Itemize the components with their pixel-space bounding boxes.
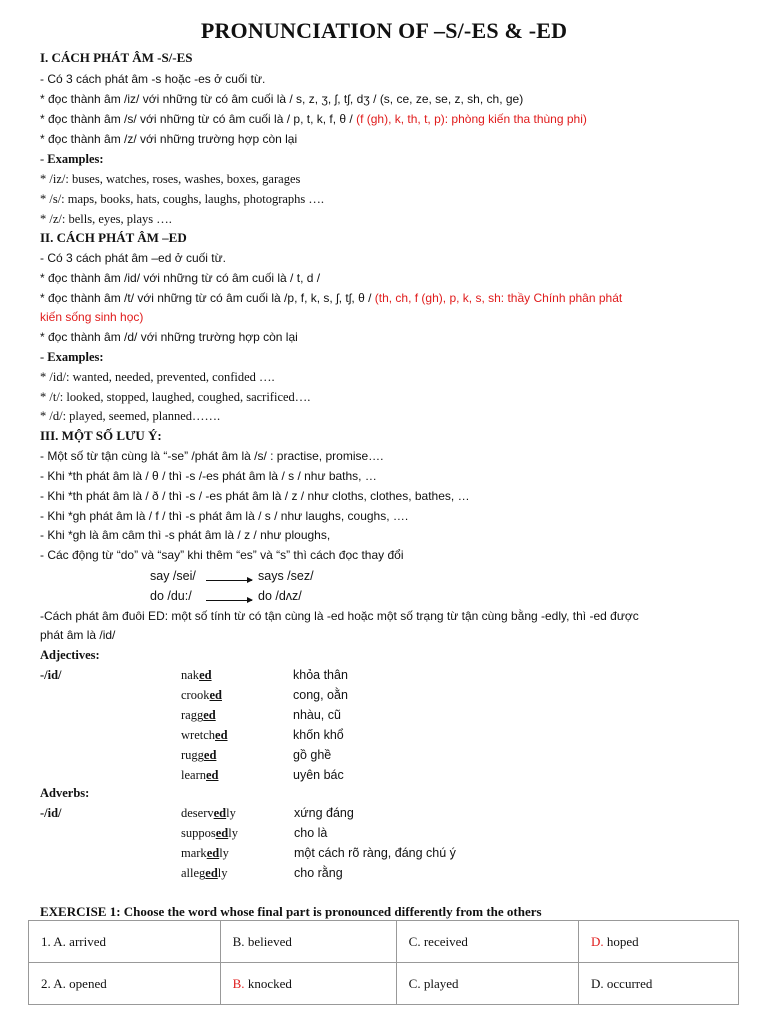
s2-line-4: * đọc thành âm /d/ với những trường hợp còn lại	[40, 330, 298, 344]
say-base: say /sei/	[150, 569, 196, 583]
adjective-meaning: nhàu, cũ	[293, 708, 341, 722]
s2-line-1: - Có 3 cách phát âm –ed ở cuối từ.	[40, 251, 226, 265]
adverb-meaning: cho rằng	[294, 866, 343, 880]
option-letter: B.	[232, 975, 245, 991]
page-title: PRONUNCIATION OF –S/-ES & -ED	[200, 18, 568, 43]
adjective-word-suffix: ed	[203, 708, 216, 722]
adverb-word-stem: deserv	[181, 806, 214, 820]
adverb-word-stem: suppos	[181, 826, 216, 840]
say-form: says /sez/	[258, 569, 314, 583]
s1-examples-label: - Examples:	[40, 152, 104, 166]
adjective-word	[181, 747, 216, 763]
adjective-meaning: cong, oằn	[293, 688, 348, 702]
do-base: do /du:/	[150, 589, 192, 603]
exercise-label: EXERCISE 1:	[40, 904, 121, 919]
option-word: arrived	[65, 933, 106, 949]
s2-example-1: * /id/: wanted, needed, prevented, confided ….	[40, 370, 275, 384]
adjective-meaning: gồ ghề	[293, 748, 332, 762]
adverbs-sound: -/id/	[40, 806, 62, 820]
s2-line-2: * đọc thành âm /id/ với những từ có âm cuối là / t, d /	[40, 271, 321, 285]
s2-example-3: * /d/: played, seemed, planned…….	[40, 409, 221, 423]
adjective-word	[181, 667, 212, 683]
adjective-word	[181, 727, 228, 743]
section-1-heading: I. CÁCH PHÁT ÂM -S/-ES	[40, 50, 193, 65]
section-3-heading: III. MỘT SỐ LƯU Ý:	[40, 428, 162, 443]
adverb-word-suffix: ed	[215, 826, 229, 840]
option-word: hoped	[603, 933, 639, 949]
s2-examples-text: Examples:	[47, 350, 104, 364]
s1-mnemonic: (f (gh), k, th, t, p): phòng kiến tha thùng phi)	[356, 112, 587, 126]
s2-line-3	[40, 290, 622, 306]
s1-line-1: - Có 3 cách phát âm -s hoặc -es ở cuối từ.	[40, 72, 266, 86]
s3-line-8: phát âm là /id/	[40, 628, 116, 642]
adjective-word	[181, 707, 216, 723]
adverb-word	[181, 805, 236, 821]
adverb-meaning: một cách rõ ràng, đáng chú ý	[294, 846, 456, 860]
adjective-word-suffix: ed	[199, 668, 212, 682]
arrow-do	[206, 600, 252, 601]
option-word: knocked	[244, 975, 292, 991]
adverb-word-tail: ly	[217, 866, 228, 880]
s3-line-3: - Khi *th phát âm là / ð / thì -s / -es phát âm là / z / như cloths, clothes, bathes, …	[40, 489, 470, 503]
adjectives-label: Adjectives:	[40, 648, 100, 662]
adverb-word	[181, 845, 229, 861]
s2-mnemonic: (th, ch, f (gh), p, k, s, sh: thầy Chính phân phát	[374, 291, 623, 305]
s1-example-2: * /s/: maps, books, hats, coughs, laughs, photographs ….	[40, 192, 325, 206]
exercise-option[interactable]	[29, 963, 221, 1005]
option-word: received	[420, 933, 468, 949]
s1-example-3: * /z/: bells, eyes, plays ….	[40, 212, 172, 226]
adverb-word-tail: ly	[226, 806, 236, 820]
adjective-word-stem: learn	[181, 768, 206, 782]
adverb-meaning: cho là	[294, 826, 328, 840]
adjective-word-stem: nak	[181, 668, 200, 682]
exercise-option[interactable]	[29, 921, 221, 963]
adverb-word-tail: ly	[228, 826, 238, 840]
option-letter: D.	[591, 933, 604, 949]
s3-line-7: -Cách phát âm đuôi ED: một số tính từ có tận cùng là -ed hoặc một số trạng từ tận cùng bằng -edly, thì -ed được	[40, 609, 639, 623]
s3-line-2: - Khi *th phát âm là / θ / thì -s /-es phát âm là / s / như baths, …	[40, 469, 377, 483]
adjective-word-suffix: ed	[203, 748, 217, 762]
arrow-say	[206, 580, 252, 581]
adjective-word-suffix: ed	[209, 688, 222, 702]
option-word: believed	[244, 933, 292, 949]
adjective-word-stem: wretch	[181, 728, 216, 742]
exercise-option[interactable]	[220, 921, 396, 963]
s1-line-3-text: * đọc thành âm /s/ với những từ có âm cuối là / p, t, k, f, θ /	[40, 112, 357, 126]
exercise-row	[29, 963, 739, 1005]
adverb-word	[181, 825, 238, 841]
exercise-option[interactable]	[579, 921, 739, 963]
s1-example-1: * /iz/: buses, watches, roses, washes, boxes, garages	[40, 172, 301, 186]
exercise-instruction: Choose the word whose final part is pronounced differently from the others	[120, 904, 542, 919]
exercise-option[interactable]	[579, 963, 739, 1005]
adverb-word-stem: mark	[181, 846, 207, 860]
option-letter: C.	[408, 933, 421, 949]
option-word: opened	[65, 975, 107, 991]
s1-line-3	[40, 111, 587, 127]
s3-line-5: - Khi *gh là âm câm thì -s phát âm là / z / như ploughs,	[40, 528, 331, 542]
adverb-word-suffix: ed	[213, 806, 227, 820]
adverb-word-stem: alleg	[181, 866, 206, 880]
s3-line-1: - Một số từ tận cùng là “-se” /phát âm là /s/ : practise, promise….	[40, 449, 384, 463]
s3-line-6: - Các động từ “do” và “say” khi thêm “es” và “s” thì cách đọc thay đổi	[40, 548, 404, 562]
adjective-word-suffix: ed	[205, 768, 219, 782]
adjectives-sound: -/id/	[40, 668, 62, 682]
adjective-word-stem: rugg	[181, 748, 204, 762]
exercise-table	[28, 920, 739, 1005]
adverbs-label: Adverbs:	[40, 786, 90, 800]
option-word: played	[420, 975, 459, 991]
exercise-heading	[40, 904, 542, 920]
adverb-word-suffix: ed	[206, 846, 220, 860]
s1-examples-text: Examples:	[47, 152, 104, 166]
adjective-meaning: khốn khổ	[293, 728, 344, 742]
adverb-meaning: xứng đáng	[294, 806, 354, 820]
s1-line-4: * đọc thành âm /z/ với những trường hợp còn lại	[40, 132, 298, 146]
option-letter: C.	[408, 975, 421, 991]
option-letter: B.	[232, 933, 245, 949]
adjective-word-stem: ragg	[181, 708, 204, 722]
adverb-word	[181, 865, 228, 881]
s2-example-2: * /t/: looked, stopped, laughed, coughed, sacrificed….	[40, 390, 311, 404]
do-form: do /dʌz/	[258, 589, 302, 603]
option-letter: D.	[591, 975, 604, 991]
option-letter: 1. A.	[41, 933, 66, 949]
exercise-option[interactable]	[396, 921, 578, 963]
adverb-word-suffix: ed	[205, 866, 218, 880]
s2-examples-label: - Examples:	[40, 350, 104, 364]
option-letter: 2. A.	[41, 975, 66, 991]
section-2-heading: II. CÁCH PHÁT ÂM –ED	[40, 230, 187, 245]
option-word: occurred	[603, 975, 653, 991]
adverb-word-tail: ly	[219, 846, 229, 860]
s1-line-2: * đọc thành âm /iz/ với những từ có âm cuối là / s, z, ʒ, ʃ, tʃ, dʒ / (s, ce, ze, se, z, sh, ch, ge)	[40, 92, 524, 106]
adjective-word-stem: crook	[181, 688, 210, 702]
adjective-meaning: uyên bác	[293, 768, 344, 782]
exercise-option[interactable]	[220, 963, 396, 1005]
s2-line-3-text: * đọc thành âm /t/ với những từ có âm cuối là /p, f, k, s, ʃ, tʃ, θ /	[40, 291, 375, 305]
s2-mnemonic-cont: kiến sống sinh học)	[40, 310, 144, 324]
adjective-word-suffix: ed	[215, 728, 228, 742]
s3-line-4: - Khi *gh phát âm là / f / thì -s phát âm là / s / như laughs, coughs, ….	[40, 509, 409, 523]
adjective-word	[181, 767, 218, 783]
exercise-option[interactable]	[396, 963, 578, 1005]
adjective-meaning: khỏa thân	[293, 668, 348, 682]
adjective-word	[181, 687, 222, 703]
exercise-row	[29, 921, 739, 963]
